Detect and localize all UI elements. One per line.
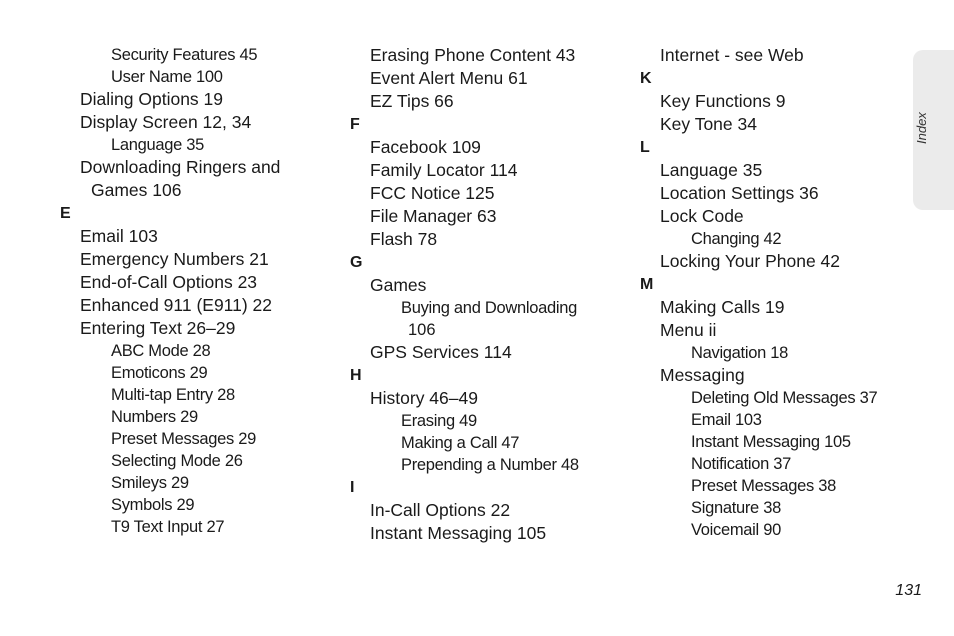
index-entry: EZ Tips 66 — [370, 91, 454, 111]
index-entry: Security Features 45 — [111, 46, 258, 64]
index-column-1 — [60, 44, 330, 538]
index-entry: Making a Call 47 — [401, 434, 520, 452]
index-letter-heading: I — [350, 479, 355, 496]
index-entry: Key Tone 34 — [660, 114, 757, 134]
index-entry: Menu ii — [660, 320, 717, 340]
index-column-2 — [350, 44, 620, 545]
index-entry: Locking Your Phone 42 — [660, 251, 841, 271]
index-entry: Erasing Phone Content 43 — [370, 45, 576, 65]
index-entry: Flash 78 — [370, 229, 438, 249]
index-entry: User Name 100 — [111, 68, 223, 86]
index-entry: Navigation 18 — [691, 344, 789, 362]
index-entry: Facebook 109 — [370, 137, 481, 157]
index-entry: Signature 38 — [691, 499, 781, 517]
index-entry: Event Alert Menu 61 — [370, 68, 528, 88]
index-entry: T9 Text Input 27 — [111, 518, 225, 536]
index-entry: In-Call Options 22 — [370, 500, 511, 520]
index-entry: Deleting Old Messages 37 — [691, 389, 878, 407]
index-entry: Buying and Downloading — [401, 299, 577, 317]
index-entry: Entering Text 26–29 — [80, 318, 236, 338]
index-entry: Selecting Mode 26 — [111, 452, 243, 470]
index-entry: 106 — [408, 321, 436, 339]
index-entry: Changing 42 — [691, 230, 782, 248]
index-entry: Emergency Numbers 21 — [80, 249, 269, 269]
index-entry: Internet - see Web — [660, 45, 804, 65]
page-number: 131 — [895, 582, 922, 599]
index-entry: Smileys 29 — [111, 474, 189, 492]
index-entry: Family Locator 114 — [370, 160, 518, 180]
index-entry: Messaging — [660, 365, 745, 385]
index-entry: Dialing Options 19 — [80, 89, 223, 109]
index-letter-heading: F — [350, 116, 360, 133]
index-letter-heading: H — [350, 367, 362, 384]
index-entry: Email 103 — [80, 226, 158, 246]
index-entry: GPS Services 114 — [370, 342, 512, 362]
index-entry: Lock Code — [660, 206, 744, 226]
index-entry: Games — [370, 275, 427, 295]
index-entry: Games 106 — [91, 180, 182, 200]
index-entry: Voicemail 90 — [691, 521, 781, 539]
index-entry: History 46–49 — [370, 388, 478, 408]
index-entry: Multi-tap Entry 28 — [111, 386, 235, 404]
index-entry: FCC Notice 125 — [370, 183, 495, 203]
index-letter-heading: M — [640, 276, 654, 293]
index-entry: Email 103 — [691, 411, 762, 429]
index-entry: Making Calls 19 — [660, 297, 785, 317]
index-entry: Symbols 29 — [111, 496, 195, 514]
index-letter-heading: K — [640, 70, 652, 87]
index-entry: Display Screen 12, 34 — [80, 112, 252, 132]
index-letter-heading: E — [60, 205, 71, 222]
index-entry: Enhanced 911 (E911) 22 — [80, 295, 272, 315]
index-entry: Prepending a Number 48 — [401, 456, 579, 474]
index-entry: Instant Messaging 105 — [691, 433, 851, 451]
index-entry: ABC Mode 28 — [111, 342, 211, 360]
index-letter-heading: G — [350, 254, 363, 271]
index-entry: Erasing 49 — [401, 412, 477, 430]
index-entry: Key Functions 9 — [660, 91, 786, 111]
index-letter-heading: L — [640, 139, 650, 156]
index-entry: Preset Messages 29 — [111, 430, 257, 448]
section-tab-label: Index — [914, 112, 929, 144]
index-entry: Preset Messages 38 — [691, 477, 837, 495]
index-entry: Instant Messaging 105 — [370, 523, 547, 543]
index-entry: End-of-Call Options 23 — [80, 272, 258, 292]
index-entry: Notification 37 — [691, 455, 792, 473]
index-entry: File Manager 63 — [370, 206, 497, 226]
index-entry: Downloading Ringers and — [80, 157, 281, 177]
index-entry: Location Settings 36 — [660, 183, 819, 203]
index-entry: Language 35 — [660, 160, 763, 180]
index-column-3 — [640, 44, 910, 541]
index-entry: Numbers 29 — [111, 408, 198, 426]
index-entry: Language 35 — [111, 136, 205, 154]
index-entry: Emoticons 29 — [111, 364, 208, 382]
